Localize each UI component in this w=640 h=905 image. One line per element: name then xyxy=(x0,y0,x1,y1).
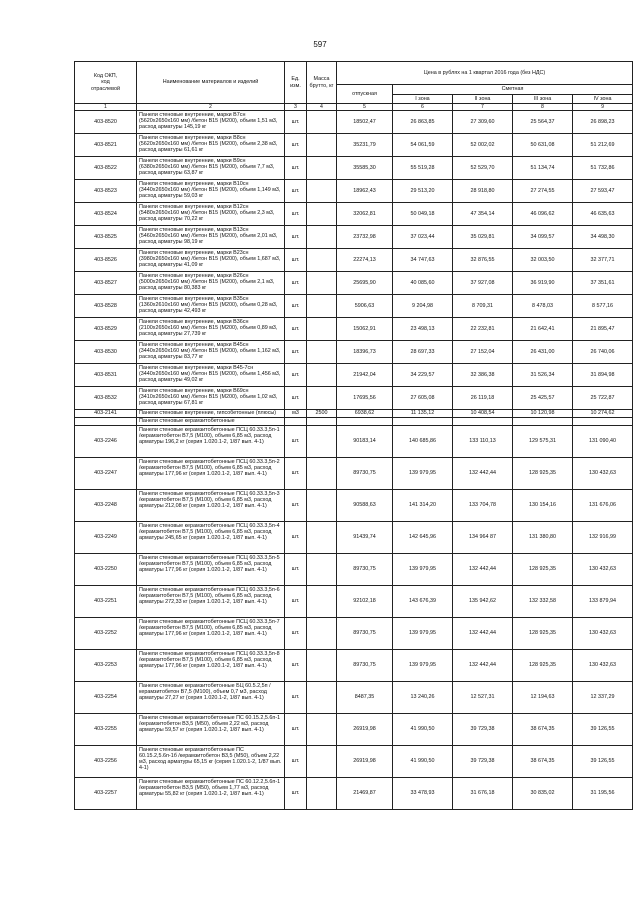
name-cell: Панели стеновые внутренние, марки В9сн (6380х2650х160 мм) /бетон В15 (М200), объем 7,7 м3, расход арматуры 63,87 кг xyxy=(137,157,285,180)
column-index: 8 xyxy=(513,104,573,111)
table-row xyxy=(75,226,633,249)
header-code xyxy=(75,62,137,104)
zone-4-price-cell: 31 195,56 xyxy=(573,778,633,810)
release-price-cell: 92102,18 xyxy=(337,586,393,618)
zone-4-price-cell: 8 577,16 xyxy=(573,295,633,318)
zone-2-price-cell xyxy=(453,418,513,426)
zone-3-price-cell: 27 274,55 xyxy=(513,180,573,203)
zone-1-price-cell: 139 979,95 xyxy=(393,554,453,586)
release-price-cell: 6938,62 xyxy=(337,410,393,418)
zone-3-price-cell: 130 154,16 xyxy=(513,490,573,522)
code-cell: 403-8525 xyxy=(75,226,137,249)
zone-4-price-cell: 26 740,06 xyxy=(573,341,633,364)
unit-cell: шт. xyxy=(285,295,307,318)
zone-3-price-cell: 32 003,50 xyxy=(513,249,573,272)
zone-1-price-cell: 139 979,95 xyxy=(393,618,453,650)
zone-4-price-cell: 46 635,63 xyxy=(573,203,633,226)
table-row xyxy=(75,272,633,295)
name-cell: Панели стеновые внутренние, марки В35сн (1360х2610х160 мм) /бетон В15 (М200), объем 0,28 м3, расход арматуры 42,493 кг xyxy=(137,295,285,318)
release-price-cell: 89730,75 xyxy=(337,618,393,650)
zone-2-price-cell: 28 918,80 xyxy=(453,180,513,203)
zone-2-price-cell: 22 232,81 xyxy=(453,318,513,341)
mass-cell xyxy=(307,714,337,746)
table-row xyxy=(75,714,633,746)
unit-cell: шт. xyxy=(285,522,307,554)
zone-2-price-cell: 26 119,18 xyxy=(453,387,513,410)
zone-3-price-cell: 12 194,63 xyxy=(513,682,573,714)
code-cell: 403-8522 xyxy=(75,157,137,180)
zone-1-price-cell xyxy=(393,418,453,426)
release-price-cell: 18502,47 xyxy=(337,111,393,134)
release-price-cell: 90588,63 xyxy=(337,490,393,522)
zone-2-price-cell: 133 704,78 xyxy=(453,490,513,522)
code-cell: 403-8531 xyxy=(75,364,137,387)
zone-3-price-cell: 129 575,31 xyxy=(513,426,573,458)
zone-3-price-cell: 25 564,37 xyxy=(513,111,573,134)
unit-cell: шт. xyxy=(285,364,307,387)
code-cell: 403-2257 xyxy=(75,778,137,810)
release-price-cell: 18962,43 xyxy=(337,180,393,203)
mass-cell xyxy=(307,387,337,410)
table-row xyxy=(75,111,633,134)
mass-cell xyxy=(307,134,337,157)
release-price-cell: 91439,74 xyxy=(337,522,393,554)
name-cell: Панели стеновые керамзитобетонные ПСЦ 60.33.3,5п-6 /керамзитобетон В7,5 (М100), объем 6,85 м3, расход арматуры 272,33 кг (серия 1.020.1-2, 1/87 вып. 4-1) xyxy=(137,586,285,618)
column-index: 2 xyxy=(137,104,285,111)
zone-3-price-cell: 128 925,35 xyxy=(513,650,573,682)
table-row xyxy=(75,341,633,364)
table-row xyxy=(75,490,633,522)
mass-cell xyxy=(307,618,337,650)
table-row xyxy=(75,295,633,318)
mass-cell xyxy=(307,554,337,586)
unit-cell: шт. xyxy=(285,387,307,410)
release-price-cell: 26919,98 xyxy=(337,714,393,746)
mass-cell xyxy=(307,418,337,426)
name-cell: Панели стеновые внутренние, марки В7сн (5620х2650х160 мм) /бетон В15 (М200), объем 1,51 м3, расход арматуры 145,19 кг xyxy=(137,111,285,134)
zone-4-price-cell: 130 432,63 xyxy=(573,458,633,490)
name-cell: Панели стеновые внутренние, гипсобетонные (плюсы) xyxy=(137,410,285,418)
mass-cell xyxy=(307,458,337,490)
zone-1-price-cell: 34 229,57 xyxy=(393,364,453,387)
unit-cell: шт. xyxy=(285,650,307,682)
zone-1-price-cell: 28 697,33 xyxy=(393,341,453,364)
column-index: 1 xyxy=(75,104,137,111)
zone-1-price-cell: 23 498,13 xyxy=(393,318,453,341)
zone-1-price-cell: 40 085,60 xyxy=(393,272,453,295)
table-row xyxy=(75,458,633,490)
zone-2-price-cell: 10 408,54 xyxy=(453,410,513,418)
mass-cell xyxy=(307,272,337,295)
mass-cell xyxy=(307,157,337,180)
header-unit: Ед. изм. xyxy=(285,62,307,104)
unit-cell: шт. xyxy=(285,249,307,272)
zone-2-price-cell: 132 442,44 xyxy=(453,458,513,490)
unit-cell: шт. xyxy=(285,111,307,134)
zone-2-price-cell: 133 110,13 xyxy=(453,426,513,458)
mass-cell xyxy=(307,490,337,522)
name-cell: Панели стеновые внутренние, марки В13сн (5460х2650х160 мм) /бетон В15 (М200), объем 2,01 м3, расход арматуры 98,19 кг xyxy=(137,226,285,249)
release-price-cell: 8487,35 xyxy=(337,682,393,714)
zone-1-price-cell: 33 478,93 xyxy=(393,778,453,810)
unit-cell: шт. xyxy=(285,778,307,810)
name-cell: Панели стеновые внутренние, марки В12сн (5480х2650х160 мм) /бетон В15 (М200), объем 2,3 м3, расход арматуры 70,22 кг xyxy=(137,203,285,226)
name-cell: Панели стеновые внутренние, марки В45сн (3440х2650х160 мм) /бетон В15 (М200), объем 1,162 м3, расход арматуры 83,77 кг xyxy=(137,341,285,364)
code-cell: 403-8529 xyxy=(75,318,137,341)
name-cell: Панели стеновые керамзитобетонные xyxy=(137,418,285,426)
zone-1-price-cell: 34 747,63 xyxy=(393,249,453,272)
header-price: Цена в рублях на 1 квартал 2016 года (без НДС) xyxy=(337,62,633,85)
zone-3-price-cell: 132 332,58 xyxy=(513,586,573,618)
zone-2-price-cell: 27 152,04 xyxy=(453,341,513,364)
zone-1-price-cell: 37 023,44 xyxy=(393,226,453,249)
zone-2-price-cell: 37 927,08 xyxy=(453,272,513,295)
zone-2-price-cell: 35 029,81 xyxy=(453,226,513,249)
name-cell: Панели стеновые керамзитобетонные ПСЦ 60.33.3,5п-3 /керамзитобетон В7,5 (М100), объем 6,85 м3, расход арматуры 212,08 кг (серия 1.020.1-2, 1/87 вып. 4-1) xyxy=(137,490,285,522)
mass-cell xyxy=(307,682,337,714)
zone-2-price-cell: 132 442,44 xyxy=(453,618,513,650)
release-price-cell: 23732,98 xyxy=(337,226,393,249)
header-name: Наименование материалов и изделий xyxy=(137,62,285,104)
zone-3-price-cell: 38 674,35 xyxy=(513,746,573,778)
zone-3-price-cell: 26 431,00 xyxy=(513,341,573,364)
zone-1-price-cell: 55 519,28 xyxy=(393,157,453,180)
mass-cell xyxy=(307,180,337,203)
mass-cell xyxy=(307,746,337,778)
code-cell: 403-2253 xyxy=(75,650,137,682)
table-row xyxy=(75,203,633,226)
zone-4-price-cell: 32 377,71 xyxy=(573,249,633,272)
zone-2-price-cell: 32 386,38 xyxy=(453,364,513,387)
name-cell: Панели стеновые керамзитобетонные ПСЦ 60.33.3,5п-4 /керамзитобетон В7,5 (М100), объем 6,85 м3, расход арматуры 245,65 кг (серия 1.020.1-2, 1/87 вып. 4-1) xyxy=(137,522,285,554)
code-cell: 403-8528 xyxy=(75,295,137,318)
release-price-cell: 22274,13 xyxy=(337,249,393,272)
mass-cell xyxy=(307,226,337,249)
zone-3-price-cell: 128 925,35 xyxy=(513,458,573,490)
mass-cell xyxy=(307,203,337,226)
zone-1-price-cell: 9 204,98 xyxy=(393,295,453,318)
zone-2-price-cell: 31 676,18 xyxy=(453,778,513,810)
zone-2-price-cell: 52 002,02 xyxy=(453,134,513,157)
release-price-cell: 90183,14 xyxy=(337,426,393,458)
header-code-line3: отраслевой xyxy=(91,85,120,92)
unit-cell: шт. xyxy=(285,426,307,458)
zone-4-price-cell: 131 676,06 xyxy=(573,490,633,522)
code-cell: 403-2254 xyxy=(75,682,137,714)
mass-cell xyxy=(307,426,337,458)
code-cell: 403-8527 xyxy=(75,272,137,295)
zone-2-price-cell: 52 529,70 xyxy=(453,157,513,180)
table-row xyxy=(75,249,633,272)
zone-2-price-cell: 12 527,31 xyxy=(453,682,513,714)
code-cell: 403-2255 xyxy=(75,714,137,746)
unit-cell: м3 xyxy=(285,410,307,418)
name-cell: Панели стеновые керамзитобетонные ПСЦ 60.33.3,5п-7 /керамзитобетон В7,5 (М100), объем 6,85 м3, расход арматуры 177,96 кг (серия 1.020.1-2, 1/87 вып. 4-1) xyxy=(137,618,285,650)
code-cell: 403-8523 xyxy=(75,180,137,203)
zone-4-price-cell: 39 126,55 xyxy=(573,746,633,778)
unit-cell: шт. xyxy=(285,746,307,778)
header-mass: Масса брутто, кг xyxy=(307,62,337,104)
zone-4-price-cell: 27 593,47 xyxy=(573,180,633,203)
code-cell: 403-2256 xyxy=(75,746,137,778)
release-price-cell: 26919,98 xyxy=(337,746,393,778)
zone-3-price-cell: 36 919,90 xyxy=(513,272,573,295)
zone-4-price-cell xyxy=(573,418,633,426)
zone-4-price-cell: 130 432,63 xyxy=(573,618,633,650)
zone-2-price-cell: 47 354,14 xyxy=(453,203,513,226)
name-cell: Панели стеновые внутренние, марки В23сн (3980х2650х160 мм) /бетон В15 (М200), объем 1,687 м3, расход арматуры 41,09 кг xyxy=(137,249,285,272)
zone-4-price-cell: 130 432,63 xyxy=(573,554,633,586)
unit-cell: шт. xyxy=(285,203,307,226)
header-zone-4: IV зона xyxy=(573,95,633,104)
zone-1-price-cell: 50 049,18 xyxy=(393,203,453,226)
release-price-cell: 17695,56 xyxy=(337,387,393,410)
release-price-cell: 35231,79 xyxy=(337,134,393,157)
release-price-cell: 32062,81 xyxy=(337,203,393,226)
code-cell: 403-2247 xyxy=(75,458,137,490)
mass-cell xyxy=(307,249,337,272)
code-cell: 403-2249 xyxy=(75,522,137,554)
mass-cell xyxy=(307,318,337,341)
zone-2-price-cell: 39 729,38 xyxy=(453,746,513,778)
mass-cell xyxy=(307,650,337,682)
table-body xyxy=(75,111,633,810)
zone-3-price-cell xyxy=(513,418,573,426)
zone-1-price-cell: 13 240,26 xyxy=(393,682,453,714)
zone-4-price-cell: 130 432,63 xyxy=(573,650,633,682)
name-cell: Панели стеновые керамзитобетонные ПСЦ 60.33.3,5п-2 /керамзитобетон В7,5 (М100), объем 6,85 м3, расход арматуры 177,96 кг (серия 1.020.1-2, 1/87 вып. 4-1) xyxy=(137,458,285,490)
unit-cell: шт. xyxy=(285,586,307,618)
table-row xyxy=(75,318,633,341)
mass-cell xyxy=(307,522,337,554)
code-cell: 403-2141 xyxy=(75,410,137,418)
header-code-line1: Код ОКП, xyxy=(93,73,118,80)
name-cell: Панели стеновые внутренние, марки В69сн (3410х2650х160 мм) /бетон В15 (М200), объем 1,02 м3, расход арматуры 67,81 кг xyxy=(137,387,285,410)
section-row xyxy=(75,410,633,418)
table-header xyxy=(75,62,633,111)
header-zone-1: I зона xyxy=(393,95,453,104)
table-row xyxy=(75,157,633,180)
mass-cell xyxy=(307,341,337,364)
code-cell: 403-8521 xyxy=(75,134,137,157)
header-release-price: отпускная xyxy=(337,85,393,104)
unit-cell: шт. xyxy=(285,490,307,522)
column-index: 5 xyxy=(337,104,393,111)
table-row xyxy=(75,134,633,157)
code-cell xyxy=(75,418,137,426)
unit-cell: шт. xyxy=(285,157,307,180)
zone-4-price-cell: 133 879,94 xyxy=(573,586,633,618)
name-cell: Панели стеновые керамзитобетонные ПС 60.12.2,5.6п-1 /керамзитобетон В3,5 (М50), объем 1,77 м3, расход арматуры 55,82 кг (серия 1.020.1-2, 1/87 вып. 4-1) xyxy=(137,778,285,810)
zone-2-price-cell: 32 876,55 xyxy=(453,249,513,272)
unit-cell: шт. xyxy=(285,272,307,295)
column-index: 3 xyxy=(285,104,307,111)
code-cell: 403-8524 xyxy=(75,203,137,226)
zone-4-price-cell: 131 090,40 xyxy=(573,426,633,458)
section-row xyxy=(75,418,633,426)
table-row xyxy=(75,586,633,618)
page-number: 597 xyxy=(313,40,327,49)
zone-3-price-cell: 128 925,35 xyxy=(513,618,573,650)
name-cell: Панели стеновые внутренние, марки В26сн (5000х2650х160 мм) /бетон В15 (М200), объем 2,1 м3, расход арматуры 80,383 кг xyxy=(137,272,285,295)
name-cell: Панели стеновые керамзитобетонные ПСЦ 60.33.3,5п-1 /керамзитобетон В7,5 (М100), объем 6,85 м3, расход арматуры 196,2 кг (серия 1.020.1-2, 1/87 вып. 4-1) xyxy=(137,426,285,458)
zone-4-price-cell: 34 498,30 xyxy=(573,226,633,249)
name-cell: Панели стеновые внутренние, марки В8сн (5620х2650х160 мм) /бетон В15 (М200), объем 2,38 м3, расход арматуры 61,61 кг xyxy=(137,134,285,157)
zone-3-price-cell: 25 425,57 xyxy=(513,387,573,410)
zone-4-price-cell: 26 898,23 xyxy=(573,111,633,134)
zone-3-price-cell: 21 642,41 xyxy=(513,318,573,341)
zone-3-price-cell: 10 120,98 xyxy=(513,410,573,418)
price-table xyxy=(74,61,633,810)
zone-1-price-cell: 41 990,50 xyxy=(393,746,453,778)
header-estimate-price: Сметная xyxy=(393,85,633,95)
release-price-cell xyxy=(337,418,393,426)
unit-cell: шт. xyxy=(285,134,307,157)
zone-1-price-cell: 140 685,86 xyxy=(393,426,453,458)
unit-cell: шт. xyxy=(285,226,307,249)
unit-cell: шт. xyxy=(285,458,307,490)
zone-4-price-cell: 51 212,69 xyxy=(573,134,633,157)
zone-3-price-cell: 8 478,03 xyxy=(513,295,573,318)
zone-4-price-cell: 10 274,62 xyxy=(573,410,633,418)
header-zone-3: III зона xyxy=(513,95,573,104)
zone-4-price-cell: 21 895,47 xyxy=(573,318,633,341)
zone-3-price-cell: 128 925,35 xyxy=(513,554,573,586)
zone-4-price-cell: 51 732,86 xyxy=(573,157,633,180)
zone-1-price-cell: 54 061,59 xyxy=(393,134,453,157)
zone-4-price-cell: 25 722,87 xyxy=(573,387,633,410)
unit-cell: шт. xyxy=(285,714,307,746)
zone-1-price-cell: 139 979,95 xyxy=(393,650,453,682)
header-zone-2: II зона xyxy=(453,95,513,104)
zone-1-price-cell: 142 645,96 xyxy=(393,522,453,554)
code-cell: 403-2252 xyxy=(75,618,137,650)
code-cell: 403-2248 xyxy=(75,490,137,522)
mass-cell: 2500 xyxy=(307,410,337,418)
zone-3-price-cell: 51 134,74 xyxy=(513,157,573,180)
zone-1-price-cell: 143 676,39 xyxy=(393,586,453,618)
table-row xyxy=(75,650,633,682)
zone-3-price-cell: 50 631,08 xyxy=(513,134,573,157)
zone-2-price-cell: 27 309,60 xyxy=(453,111,513,134)
code-cell: 403-2250 xyxy=(75,554,137,586)
zone-1-price-cell: 139 979,95 xyxy=(393,458,453,490)
zone-4-price-cell: 12 337,29 xyxy=(573,682,633,714)
name-cell: Панели стеновые керамзитобетонные ПС 60.15.2,5.6п-1 /керамзитобетон В3,5 (М50), объем 2,22 м3, расход арматуры 59,57 кг (серия 1.020.1-2, 1/87 вып. 4-1) xyxy=(137,714,285,746)
column-index: 7 xyxy=(453,104,513,111)
release-price-cell: 89730,75 xyxy=(337,458,393,490)
unit-cell: шт. xyxy=(285,180,307,203)
release-price-cell: 89730,75 xyxy=(337,650,393,682)
code-cell: 403-8526 xyxy=(75,249,137,272)
table-row xyxy=(75,387,633,410)
zone-3-price-cell: 38 674,35 xyxy=(513,714,573,746)
code-cell: 403-8520 xyxy=(75,111,137,134)
release-price-cell: 5906,63 xyxy=(337,295,393,318)
release-price-cell: 21469,87 xyxy=(337,778,393,810)
table-row xyxy=(75,364,633,387)
zone-3-price-cell: 46 096,62 xyxy=(513,203,573,226)
table-row xyxy=(75,522,633,554)
mass-cell xyxy=(307,364,337,387)
name-cell: Панели стеновые керамзитобетонные ПСЦ 60.33.3,5п-5 /керамзитобетон В7,5 (М100), объем 6,85 м3, расход арматуры 177,96 кг (серия 1.020.1-2, 1/87 вып. 4-1) xyxy=(137,554,285,586)
release-price-cell: 18396,73 xyxy=(337,341,393,364)
unit-cell: шт. xyxy=(285,554,307,586)
name-cell: Панели стеновые внутренние, марки В36сн (2100х2650х160 мм) /бетон В15 (М200), объем 0,89 м3, расход арматуры 27,739 кг xyxy=(137,318,285,341)
zone-1-price-cell: 27 605,08 xyxy=(393,387,453,410)
mass-cell xyxy=(307,778,337,810)
table-row xyxy=(75,682,633,714)
zone-4-price-cell: 132 916,99 xyxy=(573,522,633,554)
name-cell: Панели стеновые внутренние, марки В10сн (3440х2650х160 мм) /бетон В15 (М200), объем 1,149 м3, расход арматуры 59,03 кг xyxy=(137,180,285,203)
zone-1-price-cell: 41 990,50 xyxy=(393,714,453,746)
mass-cell xyxy=(307,586,337,618)
name-cell: Панели стеновые внутренние, марки В45-7сн (3440х2650х160 мм) /бетон В15 (М200), объем 1,456 м3, расход арматуры 49,02 кг xyxy=(137,364,285,387)
column-index: 9 xyxy=(573,104,633,111)
zone-3-price-cell: 131 380,80 xyxy=(513,522,573,554)
zone-2-price-cell: 135 942,62 xyxy=(453,586,513,618)
column-index: 6 xyxy=(393,104,453,111)
mass-cell xyxy=(307,111,337,134)
column-index: 4 xyxy=(307,104,337,111)
unit-cell: шт. xyxy=(285,682,307,714)
name-cell: Панели стеновые керамзитобетонные ПС 60.15.2,5.6п-1б /керамзитобетон В3,5 (М50), объем 2,22 м3, расход арматуры 65,15 кг (серия 1.020.1-2, 1/87 вып. 4-1) xyxy=(137,746,285,778)
column-index-row xyxy=(75,104,633,111)
zone-1-price-cell: 141 314,20 xyxy=(393,490,453,522)
zone-2-price-cell: 132 442,44 xyxy=(453,650,513,682)
zone-1-price-cell: 26 863,85 xyxy=(393,111,453,134)
header-code-line2: код xyxy=(101,79,110,86)
release-price-cell: 21942,04 xyxy=(337,364,393,387)
name-cell: Панели стеновые керамзитобетонные БЦ 60.5.2,5п /керамзитобетон В7,5 (М100), объем 0,7 м3, расход арматуры 27,27 кг (серия 1.020.1-2, 1/87 вып. 4-1) xyxy=(137,682,285,714)
zone-4-price-cell: 37 351,61 xyxy=(573,272,633,295)
table-row xyxy=(75,746,633,778)
code-cell: 403-8532 xyxy=(75,387,137,410)
zone-4-price-cell: 31 894,98 xyxy=(573,364,633,387)
release-price-cell: 15062,91 xyxy=(337,318,393,341)
zone-3-price-cell: 34 099,57 xyxy=(513,226,573,249)
table-row xyxy=(75,618,633,650)
code-cell: 403-2251 xyxy=(75,586,137,618)
zone-2-price-cell: 8 709,31 xyxy=(453,295,513,318)
unit-cell: шт. xyxy=(285,341,307,364)
unit-cell xyxy=(285,418,307,426)
release-price-cell: 35585,30 xyxy=(337,157,393,180)
mass-cell xyxy=(307,295,337,318)
table-row xyxy=(75,554,633,586)
zone-2-price-cell: 39 729,38 xyxy=(453,714,513,746)
zone-2-price-cell: 132 442,44 xyxy=(453,554,513,586)
zone-4-price-cell: 39 126,55 xyxy=(573,714,633,746)
code-cell: 403-2246 xyxy=(75,426,137,458)
zone-2-price-cell: 134 964 87 xyxy=(453,522,513,554)
zone-1-price-cell: 29 513,20 xyxy=(393,180,453,203)
zone-3-price-cell: 31 526,34 xyxy=(513,364,573,387)
zone-1-price-cell: 11 135,12 xyxy=(393,410,453,418)
release-price-cell: 25695,90 xyxy=(337,272,393,295)
table-row xyxy=(75,180,633,203)
name-cell: Панели стеновые керамзитобетонные ПСЦ 60.33.3,5п-8 /керамзитобетон В7,5 (М100), объем 6,85 м3, расход арматуры 177,96 кг (серия 1.020.1-2, 1/87 вып. 4-1) xyxy=(137,650,285,682)
unit-cell: шт. xyxy=(285,318,307,341)
table-row xyxy=(75,778,633,810)
code-cell: 403-8530 xyxy=(75,341,137,364)
zone-3-price-cell: 30 835,02 xyxy=(513,778,573,810)
unit-cell: шт. xyxy=(285,618,307,650)
table-row xyxy=(75,426,633,458)
release-price-cell: 89730,75 xyxy=(337,554,393,586)
